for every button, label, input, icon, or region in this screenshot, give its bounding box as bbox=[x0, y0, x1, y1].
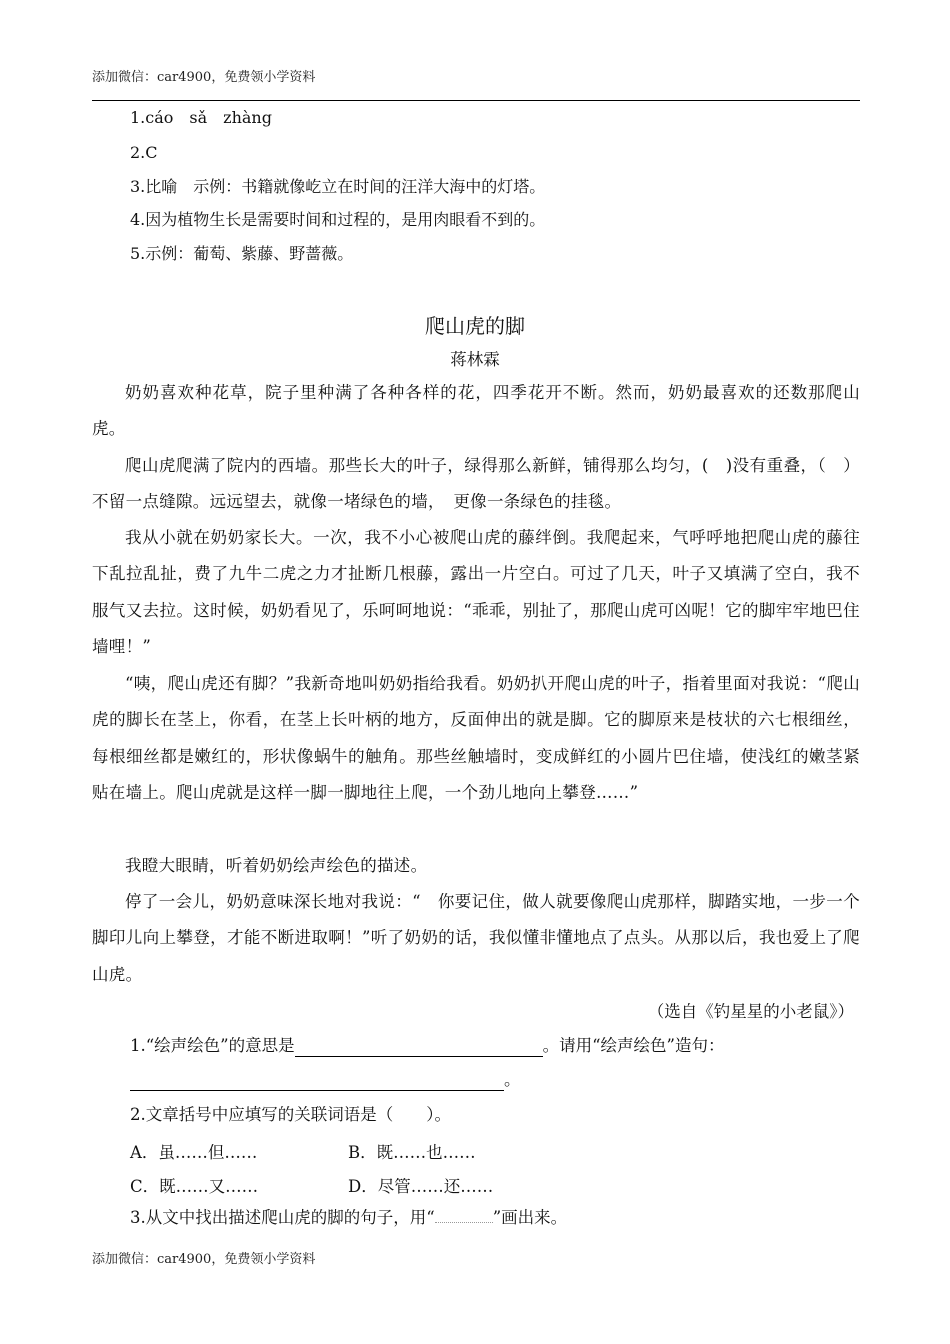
answer-3: 3.比喻 示例：书籍就像屹立在时间的汪洋大海中的灯塔。 bbox=[130, 177, 546, 196]
paragraph-4: “咦，爬山虎还有脚？”我新奇地叫奶奶指给我看。奶奶扒开爬山虎的叶子，指着里面对我说：“爬山虎的脚长在茎上，你看，在茎上长叶柄的地方，反面伸出的就是脚。它的脚原来是枝状的六七根细丝，每根细丝都是嫩红的，形状像蜗牛的触角。那些丝触墙时，变成鲜红的小圆片巴住墙，使浅红的嫩茎紧贴在墙上。爬山虎就是这样一脚一脚地往上爬，一个劲儿地向上攀登……” bbox=[92, 674, 860, 802]
article-author: 蒋林霖 bbox=[450, 350, 500, 369]
option-a: A．虽……但…… bbox=[130, 1143, 258, 1162]
question-3-prefix: 3.从文中找出描述爬山虎的脚的句子，用“ bbox=[130, 1208, 435, 1227]
question-1-end: 。 bbox=[504, 1070, 521, 1089]
option-d: D．尽管……还…… bbox=[348, 1177, 494, 1196]
answer-5: 5.示例：葡萄、紫藤、野蔷薇。 bbox=[130, 244, 354, 263]
option-c: C．既……又…… bbox=[130, 1177, 259, 1196]
header-divider bbox=[92, 100, 860, 101]
question-1 bbox=[130, 1036, 725, 1057]
question-2: 2.文章括号中应填写的关联词语是（ ）。 bbox=[130, 1105, 451, 1124]
article-title: 爬山虎的脚 bbox=[425, 314, 525, 338]
question-1-suffix: 。请用“绘声绘色”造句： bbox=[542, 1036, 725, 1055]
paragraph-3: 我从小就在奶奶家长大。一次，我不小心被爬山虎的藤绊倒。我爬起来，气呼呼地把爬山虎的藤往下乱拉乱扯，费了九牛二虎之力才扯断几根藤，露出一片空白。可过了几天，叶子又填满了空白，我不服气又去拉。这时候，奶奶看见了，乐呵呵地说：“乖乖，别扯了，那爬山虎可凶呢！它的脚牢牢地巴住墙哩！” bbox=[92, 528, 860, 656]
article-source: （选自《钓星星的小老鼠》） bbox=[647, 1002, 854, 1021]
question-3 bbox=[130, 1208, 567, 1228]
answer-1: 1.cáo sǎ zhàng bbox=[130, 108, 272, 127]
wavy-underline-sample bbox=[435, 1210, 493, 1223]
question-1-prefix: 1.“绘声绘色”的意思是 bbox=[130, 1036, 295, 1055]
paragraph-5: 我瞪大眼睛，听着奶奶绘声绘色的描述。 bbox=[125, 856, 428, 875]
question-1-sentence-line bbox=[130, 1070, 521, 1091]
paragraph-1: 奶奶喜欢种花草，院子里种满了各种各样的花，四季花开不断。然而，奶奶最喜欢的还数那爬山虎。 bbox=[92, 383, 860, 439]
header-note: 添加微信：car4900，免费领小学资料 bbox=[92, 70, 316, 85]
answer-4: 4.因为植物生长是需要时间和过程的，是用肉眼看不到的。 bbox=[130, 210, 546, 229]
answer-blank-meaning[interactable] bbox=[295, 1036, 543, 1057]
answer-blank-sentence[interactable] bbox=[130, 1070, 504, 1091]
paragraph-6: 停了一会儿，奶奶意味深长地对我说：“ 你要记住，做人就要像爬山虎那样，脚踏实地，一步一个脚印儿向上攀登，才能不断进取啊！”听了奶奶的话，我似懂非懂地点了点头。从那以后，我也爱上了爬山虎。 bbox=[92, 892, 860, 984]
answer-2: 2.C bbox=[130, 143, 158, 162]
option-b: B．既……也…… bbox=[348, 1143, 476, 1162]
paragraph-2: 爬山虎爬满了院内的西墙。那些长大的叶子，绿得那么新鲜，铺得那么均匀，( )没有重叠，（ ）不留一点缝隙。远远望去，就像一堵绿色的墙， 更像一条绿色的挂毯。 bbox=[92, 456, 860, 512]
footer-note: 添加微信：car4900，免费领小学资料 bbox=[92, 1252, 316, 1267]
question-3-suffix: ”画出来。 bbox=[492, 1208, 568, 1227]
